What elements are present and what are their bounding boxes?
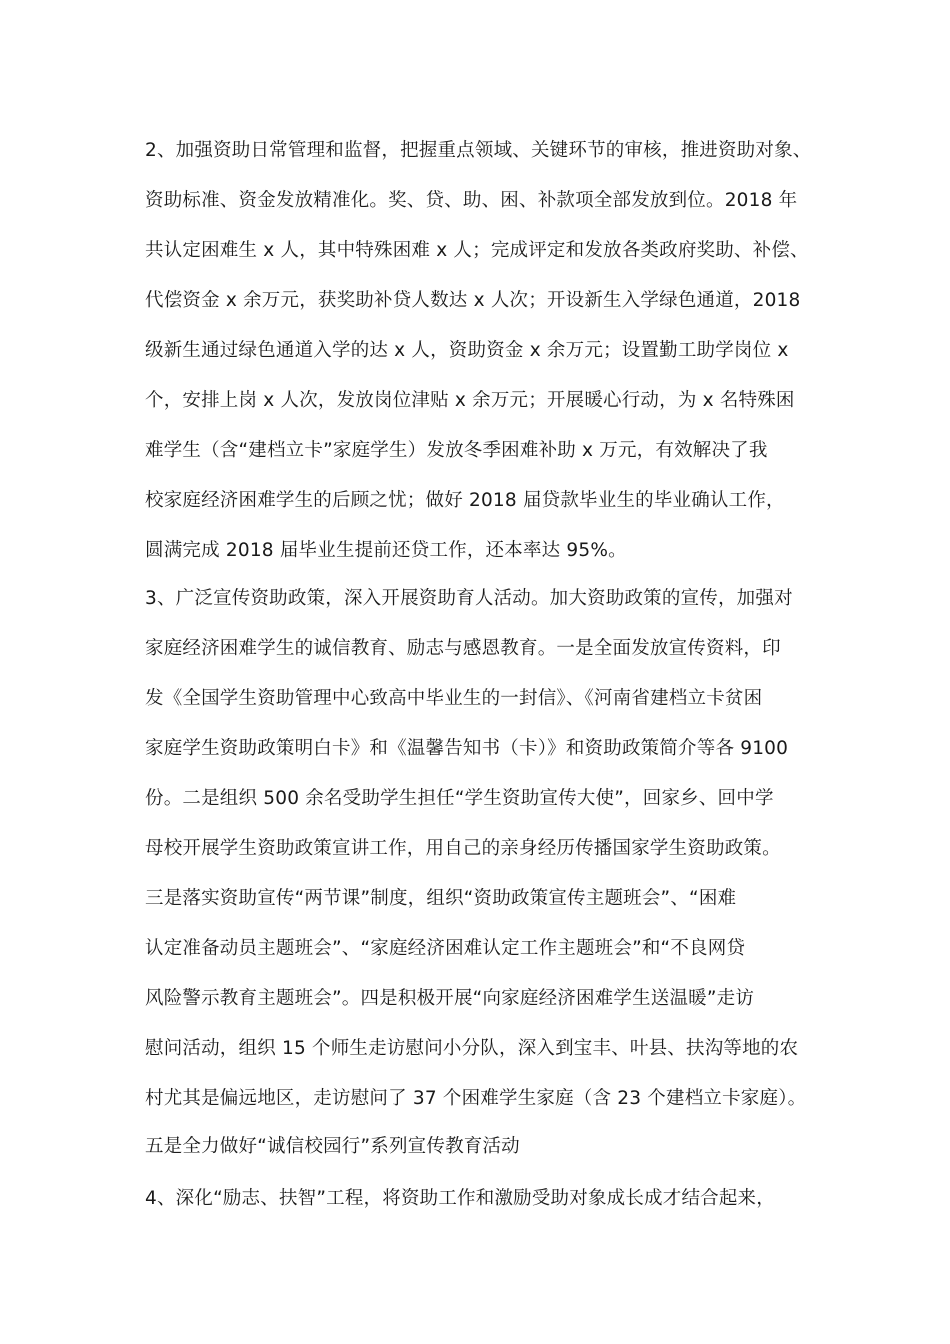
text-line: 母校开展学生资助政策宣讲工作，用自己的亲身经历传播国家学生资助政策。 — [145, 838, 781, 859]
text-line: 家庭经济困难学生的诚信教育、励志与感恩教育。一是全面发放宣传资料，印 — [145, 638, 781, 659]
text-line: 校家庭经济困难学生的后顾之忧；做好 2018 届贷款毕业生的毕业确认工作， — [145, 490, 785, 511]
text-line: 级新生通过绿色通道入学的达 x 人，资助资金 x 余万元；设置勤工助学岗位 x — [145, 340, 789, 361]
text-line: 家庭学生资助政策明白卡》和《温馨告知书（卡）》和资助政策简介等各 9100 — [145, 738, 789, 759]
text-line: 五是全力做好“诚信校园行”系列宣传教育活动 — [145, 1136, 520, 1157]
text-line: 发《全国学生资助管理中心致高中毕业生的一封信》、《河南省建档立卡贫困 — [145, 688, 763, 709]
text-line: 圆满完成 2018 届毕业生提前还贷工作，还本率达 95%。 — [145, 540, 627, 561]
text-line: 风险警示教育主题班会”。四是积极开展“向家庭经济困难学生送温暖”走访 — [145, 988, 755, 1009]
text-line: 2、加强资助日常管理和监督，把握重点领域、关键环节的审核，推进资助对象、 — [145, 140, 812, 161]
text-line: 三是落实资助宣传“两节课”制度，组织“资助政策宣传主题班会”、“困难 — [145, 888, 737, 909]
text-line: 共认定困难生 x 人，其中特殊困难 x 人；完成评定和发放各类政府奖助、补偿、 — [145, 240, 809, 261]
text-line: 资助标准、资金发放精准化。奖、贷、助、困、补款项全部发放到位。2018 年 — [145, 190, 798, 211]
text-line: 认定准备动员主题班会”、“家庭经济困难认定工作主题班会”和“不良网贷 — [145, 938, 746, 959]
text-line: 村尤其是偏远地区，走访慰问了 37 个困难学生家庭（含 23 个建档立卡家庭）。 — [145, 1088, 807, 1109]
text-line: 份。二是组织 500 余名受助学生担任“学生资助宣传大使”，回家乡、回中学 — [145, 788, 774, 809]
text-line: 个，安排上岗 x 人次，发放岗位津贴 x 余万元；开展暖心行动，为 x 名特殊困 — [145, 390, 795, 411]
text-line: 代偿资金 x 余万元，获奖助补贷人数达 x 人次；开设新生入学绿色通道，2018 — [145, 290, 801, 311]
text-line: 慰问活动，组织 15 个师生走访慰问小分队，深入到宝丰、叶县、扶沟等地的农 — [145, 1038, 799, 1059]
text-line: 难学生（含“建档立卡”家庭学生）发放冬季困难补助 x 万元，有效解决了我 — [145, 440, 768, 461]
text-line: 3、广泛宣传资助政策，深入开展资助育人活动。加大资助政策的宣传，加强对 — [145, 588, 793, 609]
text-line: 4、深化“励志、扶智”工程，将资助工作和激励受助对象成长成才结合起来， — [145, 1188, 775, 1209]
